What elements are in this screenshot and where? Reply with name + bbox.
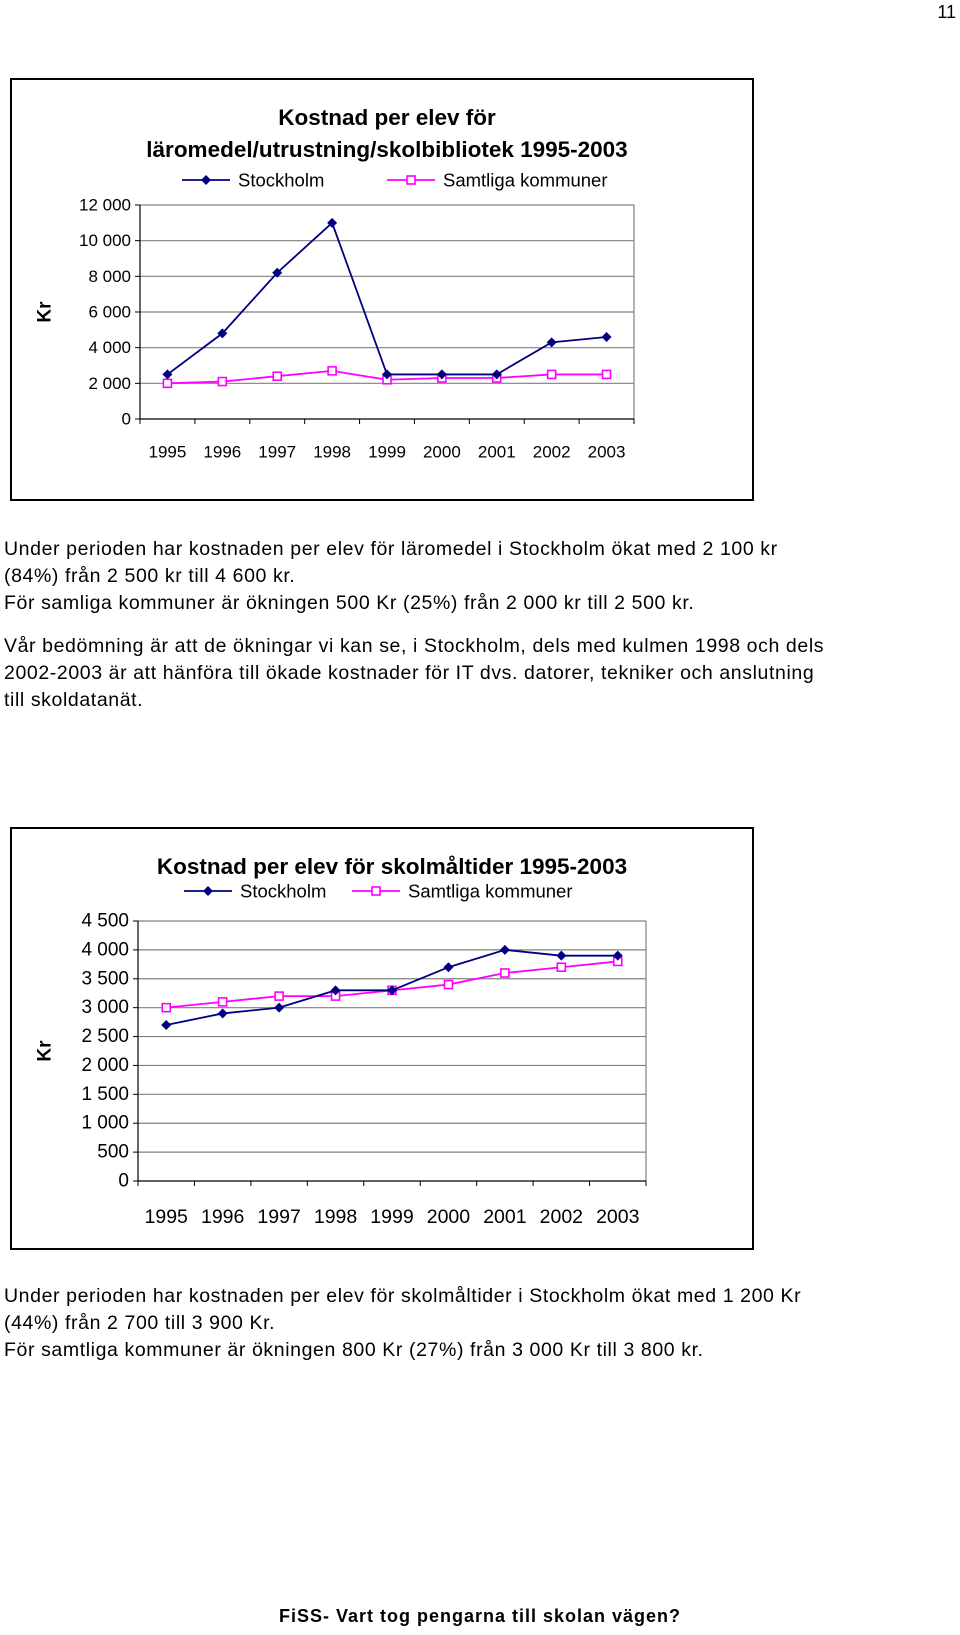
- y-tick-label: 2 500: [81, 1026, 129, 1048]
- paragraph-line: (84%) från 2 500 kr till 4 600 kr.: [4, 565, 296, 587]
- x-tick-label: 1995: [148, 442, 187, 462]
- data-point: [161, 1020, 171, 1030]
- chart-skolmaltider-svg: [12, 829, 752, 1248]
- y-tick-label: 1 500: [81, 1083, 129, 1105]
- text-skolmaltider: [4, 1283, 954, 1364]
- data-point: [444, 981, 452, 989]
- x-tick-label: 1998: [313, 1206, 358, 1228]
- series-line: [167, 223, 606, 375]
- chart-title: läromedel/utrustning/skolbibliotek 1995-2003: [146, 137, 628, 162]
- paragraph-line: Under perioden har kostnaden per elev för läromedel i Stockholm ökat med 2 100 kr: [4, 538, 778, 560]
- chart-skolmaltider: [10, 827, 754, 1250]
- data-point: [219, 998, 227, 1006]
- legend-label: Samtliga kommuner: [408, 880, 573, 902]
- data-point: [218, 378, 226, 386]
- y-tick-label: 1 000: [81, 1112, 129, 1134]
- x-tick-label: 1998: [313, 442, 352, 462]
- legend-entry: [184, 881, 326, 902]
- data-point: [218, 1008, 228, 1018]
- x-tick-label: 2000: [422, 442, 461, 462]
- y-tick-label: 4 000: [88, 338, 131, 358]
- y-tick-label: 3 000: [81, 997, 129, 1019]
- page-number: 11: [937, 2, 956, 22]
- x-tick-label: 1997: [257, 1206, 301, 1228]
- data-point: [556, 951, 566, 961]
- y-tick-label: 3 500: [81, 968, 129, 990]
- data-point: [547, 337, 557, 347]
- data-point: [557, 963, 565, 971]
- chart-laromedel-svg: [12, 80, 752, 499]
- data-point: [275, 992, 283, 1000]
- chart-title: Kostnad per elev för skolmåltider 1995-2003: [156, 854, 628, 879]
- legend-entry: [352, 881, 573, 902]
- data-point: [163, 379, 171, 387]
- x-tick-label: 2002: [532, 442, 571, 462]
- legend-marker: [201, 175, 211, 185]
- x-tick-label: 2003: [596, 1206, 640, 1228]
- y-tick-label: 6 000: [88, 302, 131, 322]
- x-tick-label: 1999: [370, 1206, 414, 1228]
- y-tick-label: 2 000: [88, 373, 131, 393]
- data-point: [328, 367, 336, 375]
- legend-marker: [372, 887, 380, 895]
- legend-entry: [182, 170, 324, 191]
- series-samtliga-kommuner: [162, 957, 622, 1011]
- paragraph-line: Under perioden har kostnaden per elev för skolmåltider i Stockholm ökat med 1 200 Kr: [4, 1285, 802, 1307]
- page-footer: FiSS- Vart tog pengarna till skolan vägen?: [278, 1606, 682, 1626]
- y-tick-label: 4 500: [81, 910, 129, 932]
- text-laromedel: [4, 536, 954, 714]
- data-point: [500, 945, 510, 955]
- y-tick-label: 12 000: [79, 195, 131, 215]
- legend-entry: [387, 170, 608, 191]
- chart-title: Kostnad per elev för: [278, 105, 496, 130]
- y-axis-label: Kr: [34, 301, 56, 323]
- x-tick-label: 1996: [203, 442, 242, 462]
- y-axis-label: Kr: [34, 1040, 56, 1062]
- legend-marker: [407, 176, 415, 184]
- legend-label: Samtliga kommuner: [443, 169, 608, 191]
- data-point: [602, 332, 612, 342]
- legend-label: Stockholm: [238, 169, 325, 191]
- series-line: [166, 961, 618, 1007]
- paragraph-line: Vår bedömning är att de ökningar vi kan se, i Stockholm, dels med kulmen 1998 och dels: [4, 635, 825, 657]
- data-point: [443, 962, 453, 972]
- series-stockholm: [161, 945, 623, 1030]
- x-tick-label: 2003: [587, 442, 626, 462]
- y-tick-label: 0: [121, 409, 131, 429]
- x-tick-label: 1995: [144, 1206, 188, 1228]
- legend-marker: [203, 886, 213, 896]
- x-tick-label: 2001: [483, 1206, 527, 1228]
- data-point: [603, 370, 611, 378]
- data-point: [162, 1004, 170, 1012]
- y-tick-label: 4 000: [81, 939, 129, 961]
- data-point: [548, 370, 556, 378]
- y-tick-label: 10 000: [79, 231, 131, 251]
- paragraph-line: För samliga kommuner är ökningen 500 Kr (25%) från 2 000 kr till 2 500 kr.: [4, 592, 695, 614]
- series-stockholm: [162, 218, 611, 380]
- data-point: [274, 1003, 284, 1013]
- x-tick-label: 1997: [258, 442, 297, 462]
- paragraph-line: till skoldatanät.: [4, 689, 144, 711]
- paragraph-line: 2002-2003 är att hänföra till ökade kostnader för IT dvs. datorer, tekniker och anslutning: [4, 662, 815, 684]
- x-tick-label: 2000: [426, 1206, 471, 1228]
- data-point: [273, 372, 281, 380]
- x-tick-label: 1999: [368, 442, 406, 462]
- x-tick-label: 2002: [539, 1206, 584, 1228]
- x-tick-label: 1996: [200, 1206, 245, 1228]
- y-tick-label: 500: [97, 1141, 129, 1163]
- data-point: [501, 969, 509, 977]
- paragraph-line: (44%) från 2 700 till 3 900 Kr.: [4, 1312, 276, 1334]
- paragraph-line: För samtliga kommuner är ökningen 800 Kr (27%) från 3 000 Kr till 3 800 kr.: [4, 1339, 704, 1361]
- y-tick-label: 0: [118, 1170, 129, 1192]
- legend-label: Stockholm: [240, 880, 327, 902]
- y-tick-label: 8 000: [88, 266, 131, 286]
- chart-laromedel: [10, 78, 754, 501]
- y-tick-label: 2 000: [81, 1054, 129, 1076]
- x-tick-label: 2001: [477, 442, 516, 462]
